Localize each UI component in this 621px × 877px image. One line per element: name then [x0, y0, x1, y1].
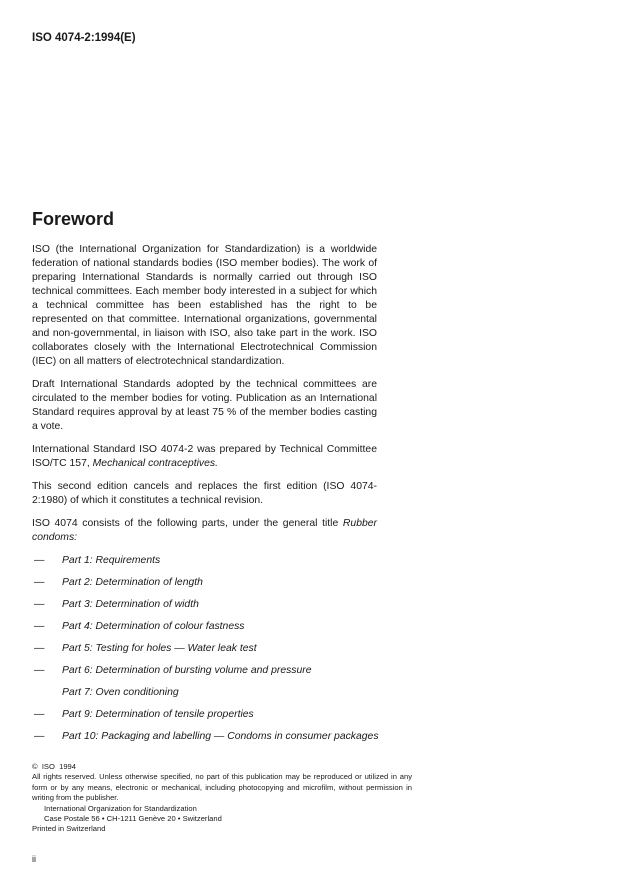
part-label: Part 7: Oven conditioning — [62, 687, 179, 698]
list-item — [32, 664, 377, 678]
list-item — [32, 620, 377, 634]
printed-in: Printed in Switzerland — [32, 824, 106, 834]
part-label: Part 5: Testing for holes — Water leak test — [62, 643, 257, 654]
general-title: Rubber condoms: — [32, 518, 377, 543]
dash: — — [34, 577, 45, 588]
dash: — — [34, 643, 45, 654]
list-item — [32, 708, 377, 722]
dash: — — [34, 709, 45, 720]
paragraph-draft-standards: Draft International Standards adopted by the technical committees are circulated to the member bodies for voting. Publication as an International Standard requires approval by at least 75 % of the member bodies casting a vote. — [32, 379, 377, 432]
rights-notice: All rights reserved. Unless otherwise specified, no part of this publication may be reproduced or utilized in any form or by any means, electronic or mechanical, including photocopying and microfilm, without permission in writing from the publisher. — [32, 772, 412, 803]
list-item — [32, 642, 377, 656]
parts-list — [32, 554, 377, 744]
part-label: Part 3: Determination of width — [62, 599, 199, 610]
list-item — [32, 554, 377, 568]
dash: — — [34, 621, 45, 632]
foreword-body — [32, 243, 377, 752]
part-label: Part 6: Determination of bursting volume and pressure — [62, 665, 312, 676]
parts-intro-text: ISO 4074 consists of the following parts, under the general title — [32, 518, 343, 529]
part-label: Part 4: Determination of colour fastness — [62, 621, 245, 632]
committee-title: Mechanical contraceptives. — [92, 458, 218, 469]
copyright-footer — [32, 762, 412, 835]
list-item — [32, 730, 377, 744]
copyright-line: © ISO 1994 — [32, 762, 77, 771]
part-label: Part 2: Determination of length — [62, 577, 203, 588]
paragraph-iso-intro: ISO (the International Organization for Standardization) is a worldwide federation of national standards bodies (ISO member bodies). The work of preparing International Standards is normally carried out through ISO technical committees. Each member body interested in a subject for which a technical committee has been established has the right to be represented on that committee. International organizations, governmental and non-governmental, in liaison with ISO, also take part in the work. ISO collaborates closely with the International Electrotechnical Commission (IEC) on all matters of electrotechnical standardization. — [32, 244, 377, 367]
paragraph-edition: This second edition cancels and replaces the first edition (ISO 4074-2:1980) of which it constitutes a technical revision. — [32, 481, 377, 506]
section-title: Foreword — [32, 209, 115, 229]
organization-name: International Organization for Standardization — [44, 803, 197, 813]
list-item — [32, 576, 377, 590]
part-label: Part 1: Requirements — [62, 555, 161, 566]
organization-address: Case Postale 56 • CH-1211 Genève 20 • Switzerland — [44, 814, 222, 824]
part-label: Part 9: Determination of tensile properties — [62, 709, 254, 720]
paragraph-parts-intro — [32, 517, 377, 545]
list-item — [32, 686, 377, 700]
dash: — — [34, 731, 45, 742]
document-header: ISO 4074-2:1994(E) — [32, 32, 136, 44]
paragraph-prepared-by — [32, 443, 377, 471]
page-number: ii — [32, 853, 36, 864]
dash: — — [34, 599, 45, 610]
dash: — — [34, 665, 45, 676]
prepared-text: International Standard ISO 4074-2 was prepared by Technical Committee ISO/TC 157, — [32, 444, 377, 469]
part-label: Part 10: Packaging and labelling — Condoms in consumer packages — [62, 731, 379, 742]
dash: — — [34, 555, 45, 566]
list-item — [32, 598, 377, 612]
